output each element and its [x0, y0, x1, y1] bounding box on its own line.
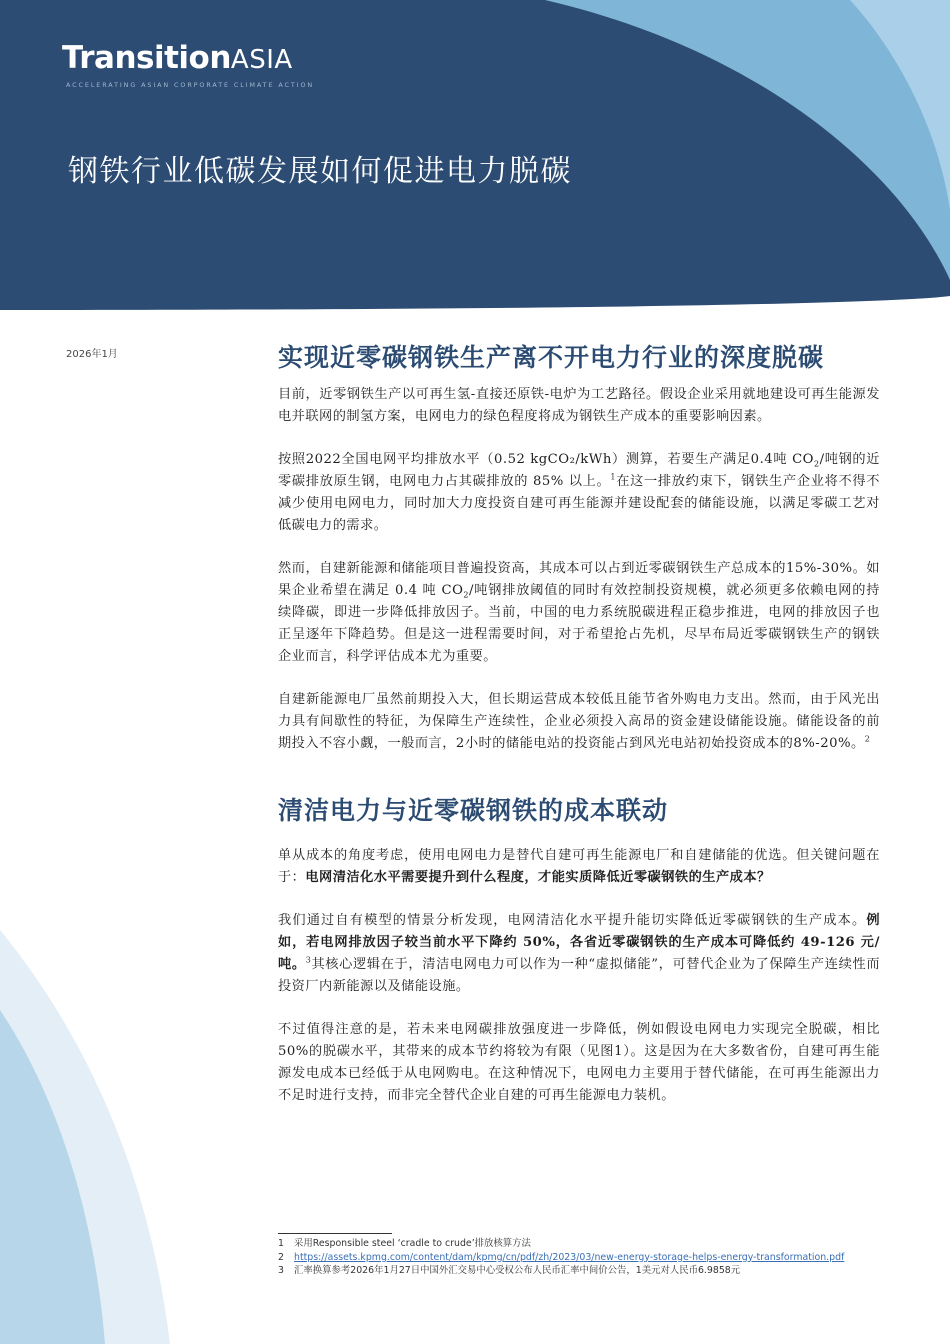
header	[0, 0, 950, 310]
section-2-paragraph-3: 不过值得注意的是，若未来电网碳排放强度进一步降低，例如假设电网电力实现完全脱碳，相比50%的脱碳水平，其带来的成本节约将较为有限（见图1）。这是因为在大多数省份，自建可再生能源发电成本已经低于从电网购电。在这种情况下，电网电力主要用于替代储能，在可再生能源出力不足时进行支持，而非完全替代企业自建的可再生能源电力装机。	[278, 1022, 880, 1103]
logo-asia: ASIA	[230, 45, 293, 75]
footnote-3: 3 汇率换算参考2026年1月27日中国外汇交易中心受权公布人民币汇率中间价公告，1美元对人民币6.9858元	[278, 1265, 741, 1276]
document-title: 钢铁行业低碳发展如何促进电力脱碳	[68, 154, 572, 189]
section-1-paragraph-3: 然而，自建新能源和储能项目普遍投资高，其成本可以占到近零碳钢铁生产总成本的15%-30%。如果企业希望在满足 0.4 吨 $CO_2/$吨钢排放阈值的同时有效控制投资规模，就必须更多依赖电网的持续降碳，即进一步降低排放因子。当前，中国的电力系统脱碳进程正稳步推进，电网的排放因子也正呈逐年下降趋势。但是这一进程需要时间，对于希望抢占先机，尽早布局近零碳钢铁生产的钢铁企业而言，科学评估成本尤为重要。	[278, 561, 880, 664]
section-2-paragraph-2: 我们通过自有模型的情景分析发现，电网清洁化水平提升能切实降低近零碳钢铁的生产成本。例如，若电网排放因子较当前水平下降约 50%，各省近零碳钢铁的生产成本可降低约 49-126 元/吨。$^3$其核心逻辑在于，清洁电网电力可以作为一种“虚拟储能”，可替代企业为了保障生产连续性而投资厂内新能源以及储能设施。	[278, 913, 881, 994]
section-2-heading: 清洁电力与近零碳钢铁的成本联动	[278, 796, 669, 825]
footnote-1: 1 采用Responsible steel ‘cradle to crude’排放核算方法	[278, 1238, 531, 1249]
section-1-heading: 实现近零碳钢铁生产离不开电力行业的深度脱碳	[278, 343, 825, 372]
section-2-paragraph-1: 单从成本的角度考虑，使用电网电力是替代自建可再生能源电厂和自建储能的优选。但关键问题在于：电网清洁化水平需要提升到什么程度，才能实质降低近零碳钢铁的生产成本？	[278, 848, 880, 885]
publication-date: 2026年1月	[66, 349, 118, 360]
section-1-paragraph-4: 自建新能源电厂虽然前期投入大，但长期运营成本较低且能节省外购电力支出。然而，由于风光出力具有间歇性的特征，为保障生产连续性，企业必须投入高昂的资金建设储能设施。储能设备的前期投入不容小觑，一般而言，2小时的储能电站的投资能占到风光电站初始投资成本的8%-20%。$^2$	[278, 692, 880, 751]
footnote-ref-3[interactable]: 3	[305, 955, 312, 965]
kpmg-link[interactable]: https://assets.kpmg.com/content/dam/kpmg/cn/pdf/zh/2023/03/new-energy-storage-helps-energy-transformation.pdf	[294, 1251, 845, 1263]
footnote-divider	[278, 1233, 392, 1234]
main-content	[278, 338, 880, 1107]
transition-asia-logo	[62, 40, 293, 78]
section-1-paragraph-2: 按照2022全国电网平均排放水平（0.52 kgCO₂/kWh）测算，若要生产满足0.4吨 $CO_2/$吨钢的近零碳排放原生钢，电网电力占其碳排放的 85% 以上。$^1$在这一排放约束下，钢铁生产企业将不得不减少使用电网电力，同时加大力度投资自建可再生能源并建设配套的储能设施，以满足零碳工艺对低碳电力的需求。	[278, 452, 880, 533]
footnote-ref-1[interactable]: 1	[610, 472, 616, 482]
footnote-2: 2 https://assets.kpmg.com/content/dam/kpmg/cn/pdf/zh/2023/03/new-energy-storage-helps-energy-transformation.pdf	[278, 1251, 845, 1263]
logo-tagline: ACCELERATING ASIAN CORPORATE CLIMATE ACTION	[66, 81, 315, 89]
footnote-ref-2[interactable]: 2	[864, 734, 871, 744]
footnotes	[278, 1233, 898, 1278]
section-1-paragraph-1: 目前，近零钢铁生产以可再生氢-直接还原铁-电炉为工艺路径。假设企业采用就地建设可再生能源发电并联网的制氢方案，电网电力的绿色程度将成为钢铁生产成本的重要影响因素。	[278, 387, 880, 424]
logo-main: Transition	[62, 40, 231, 76]
